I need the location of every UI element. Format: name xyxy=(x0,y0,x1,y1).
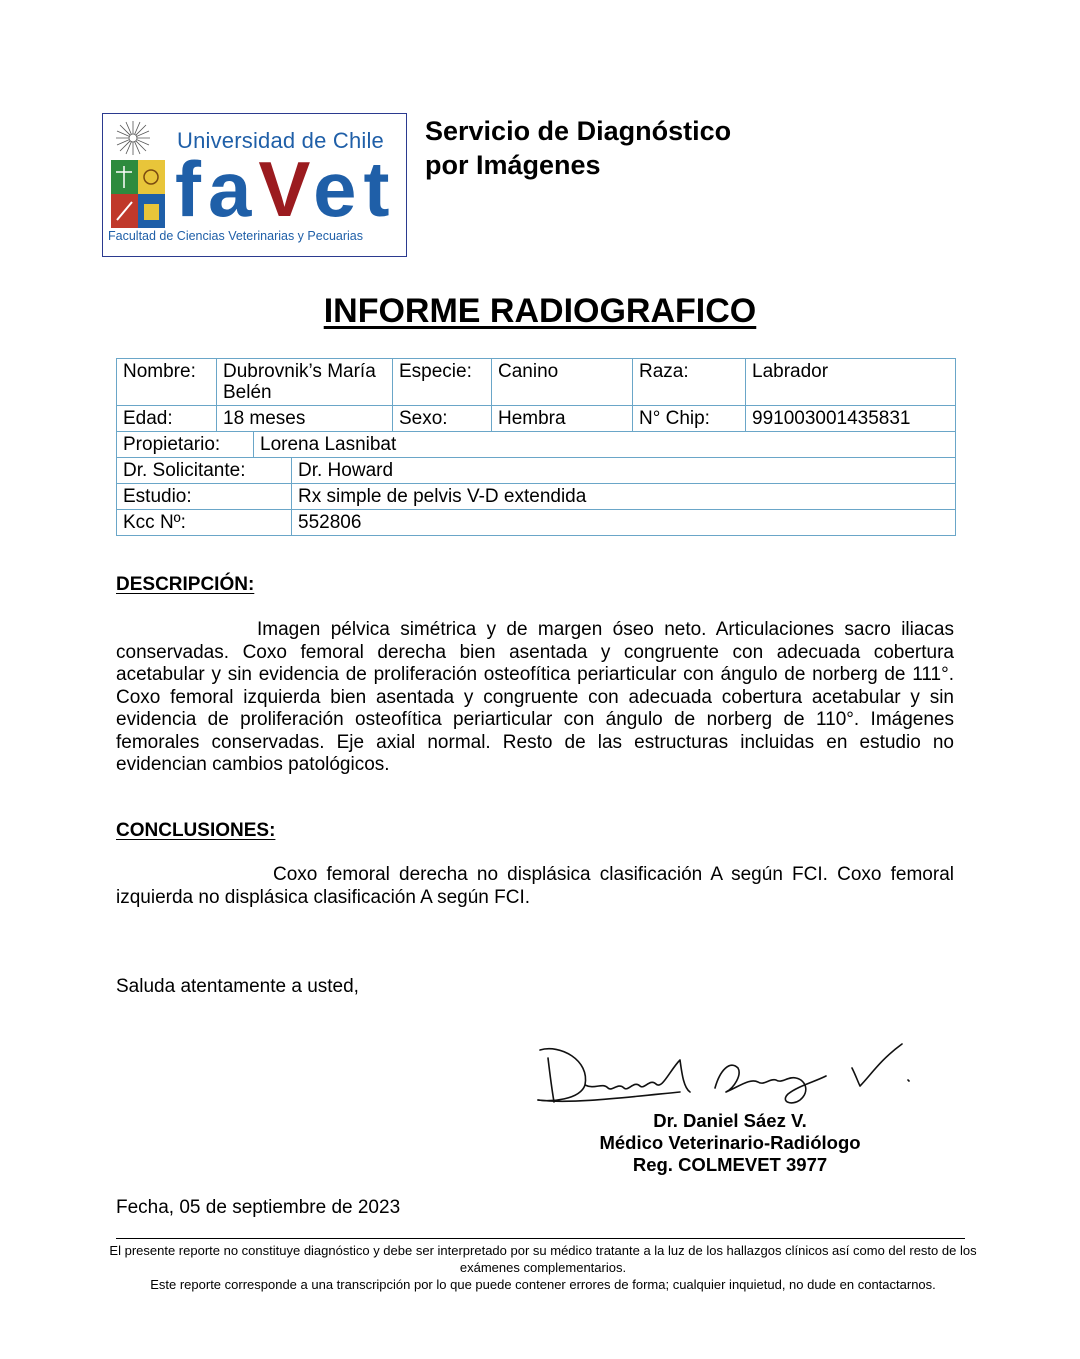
raza-value: Labrador xyxy=(746,359,956,406)
star-emblem-icon xyxy=(113,119,153,157)
signer-reg: Reg. COLMEVET 3977 xyxy=(632,1154,828,1175)
kcc-value: 552806 xyxy=(298,512,362,533)
description-heading: DESCRIPCIÓN: xyxy=(116,574,255,595)
logo-brand-pre: fa xyxy=(175,145,259,233)
footer-line-2: Este reporte corresponde a una transcripción por lo que puede contener errores de forma; cualquier inquietud, no dude en contactarnos. xyxy=(150,1277,936,1292)
table-row xyxy=(117,510,956,536)
footer-line-1: El presente reporte no constituye diagnóstico y debe ser interpretado por su médico tratante a la luz de los hallazgos clínicos así como del resto de los exámenes complementarios. xyxy=(109,1243,977,1275)
solicitante-label: Dr. Solicitante: xyxy=(117,458,292,483)
favet-logo xyxy=(102,113,407,257)
description-text: Imagen pélvica simétrica y de margen óseo neto. Articulaciones sacro iliacas conservadas. Coxo femoral derecha bien asentada y congruente con adecuada cobertura acetabular y sin evidencia de proliferación osteofítica periarticular con ángulo de norberg de 111°. Coxo femoral izquierda bien asentada y congruente con adecuada cobertura acetabular y sin evidencia de proliferación osteofítica periarticular con ángulo de norberg de 110°. Imágenes femorales conservadas. Eje axial normal. Resto de las estructuras incluidas en estudio no evidencian cambios patológicos. xyxy=(116,619,954,775)
report-title: INFORME RADIOGRAFICO xyxy=(323,292,757,330)
nombre-value: Dubrovnik’s María Belén xyxy=(217,359,393,406)
shield-icon xyxy=(111,160,165,228)
conclusions-text: Coxo femoral derecha no displásica clasificación A según FCI. Coxo femoral izquierda no displásica clasificación A según FCI. xyxy=(116,864,954,908)
handwritten-signature xyxy=(530,1030,920,1110)
especie-label: Especie: xyxy=(393,359,492,406)
logo-brand-post: et xyxy=(313,145,397,233)
propietario-value: Lorena Lasnibat xyxy=(260,434,397,455)
logo-faculty: Facultad de Ciencias Veterinarias y Pecuarias xyxy=(108,229,363,243)
raza-label: Raza: xyxy=(633,359,746,406)
solicitante-value: Dr. Howard xyxy=(298,460,394,481)
table-row xyxy=(117,359,956,406)
estudio-value: Rx simple de pelvis V-D extendida xyxy=(298,486,587,507)
table-row xyxy=(117,458,956,484)
service-line-2: por Imágenes xyxy=(425,150,601,180)
service-line-1: Servicio de Diagnóstico xyxy=(425,116,732,146)
signer-block xyxy=(520,1110,940,1176)
table-row xyxy=(117,406,956,432)
footer-disclaimer xyxy=(88,1242,998,1293)
logo-brand-v: V xyxy=(258,145,314,233)
especie-value: Canino xyxy=(492,359,633,406)
signer-role: Médico Veterinario-Radiólogo xyxy=(599,1132,861,1153)
logo-brand xyxy=(175,145,397,233)
table-row xyxy=(117,432,956,458)
propietario-label: Propietario: xyxy=(117,432,254,457)
chip-value: 991003001435831 xyxy=(746,406,956,432)
footer-divider xyxy=(116,1238,965,1239)
kcc-label: Kcc Nº: xyxy=(117,510,292,535)
signer-name: Dr. Daniel Sáez V. xyxy=(653,1110,807,1131)
chip-label: N° Chip: xyxy=(633,406,746,432)
patient-info-table xyxy=(116,358,955,536)
edad-label: Edad: xyxy=(117,406,217,432)
closing-text: Saluda atentamente a usted, xyxy=(116,976,359,997)
table-row xyxy=(117,484,956,510)
logo-university: Universidad de Chile xyxy=(177,128,384,153)
edad-value: 18 meses xyxy=(217,406,393,432)
sexo-value: Hembra xyxy=(492,406,633,432)
report-date: Fecha, 05 de septiembre de 2023 xyxy=(116,1197,401,1218)
service-title xyxy=(425,114,845,182)
nombre-label: Nombre: xyxy=(117,359,217,406)
sexo-label: Sexo: xyxy=(393,406,492,432)
conclusions-heading: CONCLUSIONES: xyxy=(116,820,276,841)
estudio-label: Estudio: xyxy=(117,484,292,509)
